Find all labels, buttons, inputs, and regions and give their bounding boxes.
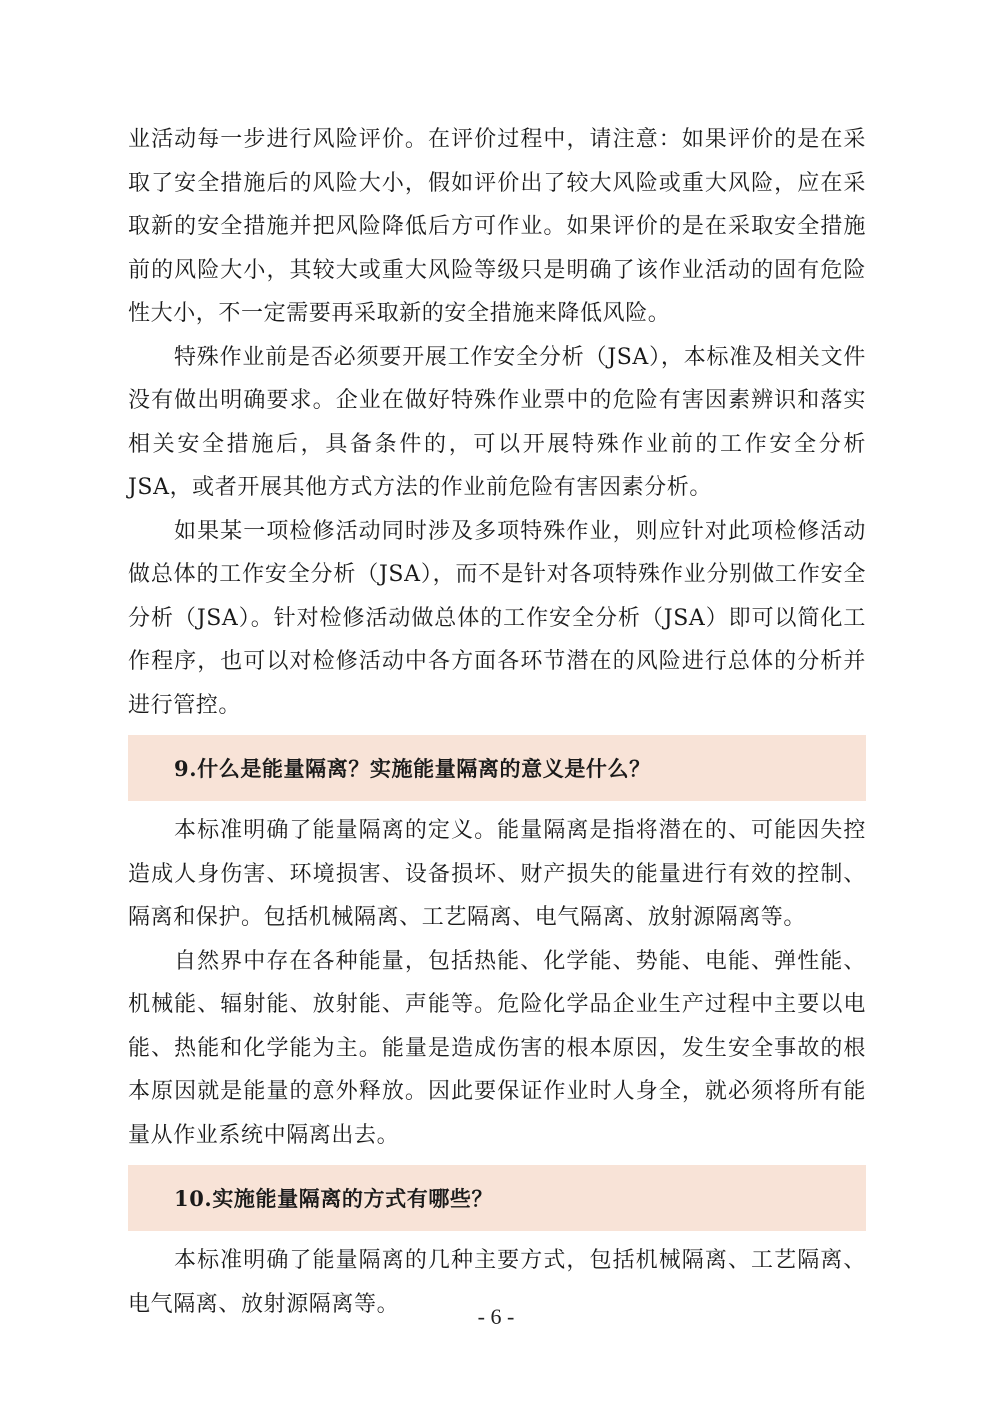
section-heading-band-9 bbox=[128, 735, 866, 801]
section-heading-band-10 bbox=[128, 1165, 866, 1231]
body-paragraph: 如果某一项检修活动同时涉及多项特殊作业，则应针对此项检修活动做总体的工作安全分析（JSA），而不是针对各项特殊作业分别做工作安全分析（JSA）。针对检修活动做总体的工作安全分析（JSA）即可以简化工作程序，也可以对检修活动中各方面各环节潜在的风险进行总体的分析并进行管控。 bbox=[128, 518, 866, 718]
body-paragraph: 特殊作业前是否必须要开展工作安全分析（JSA），本标准及相关文件没有做出明确要求。企业在做好特殊作业票中的危险有害因素辨识和落实相关安全措施后，具备条件的，可以开展特殊作业前的工作安全分析JSA，或者开展其他方式方法的作业前危险有害因素分析。 bbox=[128, 344, 866, 500]
page-content bbox=[128, 118, 866, 1326]
body-paragraph: 自然界中存在各种能量，包括热能、化学能、势能、电能、弹性能、机械能、辐射能、放射能、声能等。危险化学品企业生产过程中主要以电能、热能和化学能为主。能量是造成伤害的根本原因，发生安全事故的根本原因就是能量的意外释放。因此要保证作业时人身全，就必须将所有能量从作业系统中隔离出去。 bbox=[128, 948, 866, 1148]
section-heading-10: 10.实施能量隔离的方式有哪些？ bbox=[174, 1186, 494, 1211]
page-number: - 6 - bbox=[477, 1304, 515, 1329]
body-paragraph: 本标准明确了能量隔离的定义。能量隔离是指将潜在的、可能因失控造成人身伤害、环境损害、设备损坏、财产损失的能量进行有效的控制、隔离和保护。包括机械隔离、工艺隔离、电气隔离、放射源隔离等。 bbox=[128, 818, 866, 930]
section-heading-9: 9.什么是能量隔离？实施能量隔离的意义是什么？ bbox=[174, 756, 651, 781]
body-paragraph-continuation: 业活动每一步进行风险评价。在评价过程中，请注意：如果评价的是在采取了安全措施后的风险大小，假如评价出了较大风险或重大风险，应在采取新的安全措施并把风险降低后方可作业。如果评价的是在采取安全措施前的风险大小，其较大或重大风险等级只是明确了该作业活动的固有危险性大小，不一定需要再采取新的安全措施来降低风险。 bbox=[128, 127, 866, 326]
body-paragraph: 本标准明确了能量隔离的几种主要方式，包括机械隔离、工艺隔离、电气隔离、放射源隔离等。 bbox=[128, 1248, 866, 1317]
